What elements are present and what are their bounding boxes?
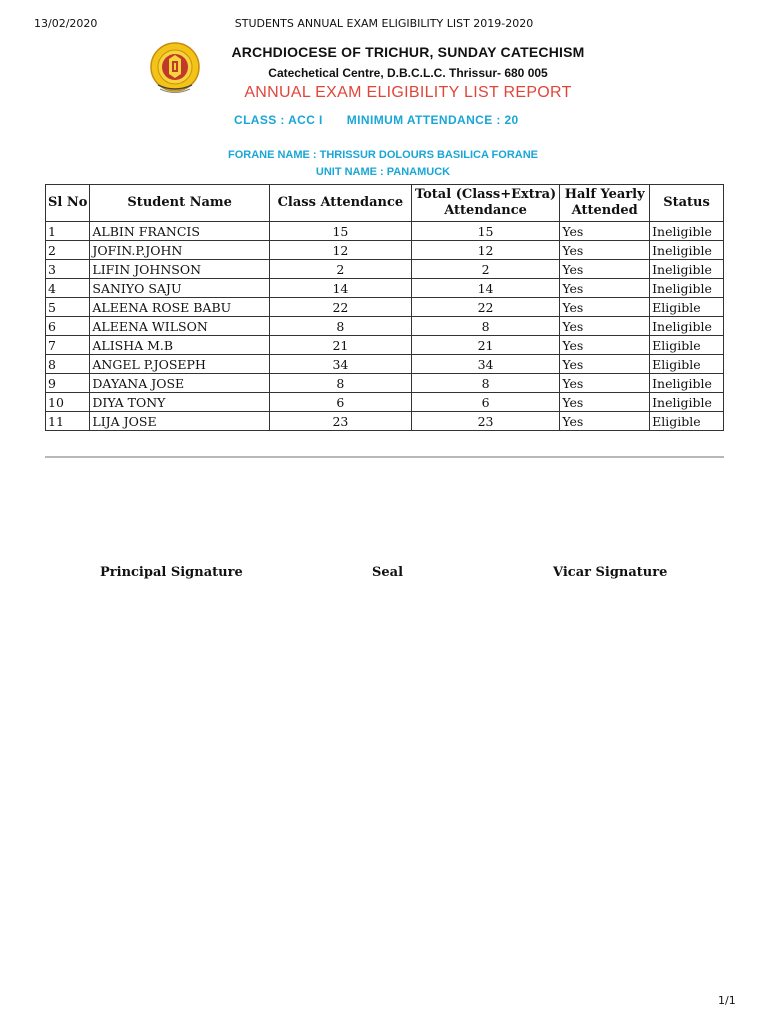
cell-status: Ineligible (650, 279, 724, 298)
cell-total-attendance: 12 (411, 241, 559, 260)
cell-total-attendance: 34 (411, 355, 559, 374)
table-row (46, 260, 724, 279)
cell-sl-no: 5 (46, 298, 90, 317)
cell-status: Eligible (650, 336, 724, 355)
cell-student-name: JOFIN.P.JOHN (90, 241, 270, 260)
cell-half-yearly: Yes (560, 336, 650, 355)
cell-half-yearly: Yes (560, 279, 650, 298)
cell-total-attendance: 2 (411, 260, 559, 279)
cell-sl-no: 6 (46, 317, 90, 336)
header-student-name: Student Name (90, 185, 270, 222)
print-header-title: STUDENTS ANNUAL EXAM ELIGIBILITY LIST 2019-2020 (234, 17, 534, 30)
cell-status: Eligible (650, 298, 724, 317)
eligibility-table (45, 184, 724, 431)
forane-name: FORANE NAME : THRISSUR DOLOURS BASILICA FORANE (227, 149, 539, 161)
report-title: ANNUAL EXAM ELIGIBILITY LIST REPORT (244, 84, 572, 101)
cell-status: Ineligible (650, 374, 724, 393)
class-name: CLASS : ACC I (234, 113, 323, 127)
table-row (46, 317, 724, 336)
cell-status: Ineligible (650, 222, 724, 241)
cell-student-name: DAYANA JOSE (90, 374, 270, 393)
cell-class-attendance: 2 (269, 260, 411, 279)
header-class-attendance: Class Attendance (269, 185, 411, 222)
organization-name: ARCHDIOCESE OF TRICHUR, SUNDAY CATECHISM (231, 44, 585, 60)
cell-half-yearly: Yes (560, 355, 650, 374)
header-total-attendance: Total (Class+Extra) Attendance (411, 185, 559, 222)
seal-label: Seal (372, 565, 404, 580)
header-sl-no: Sl No (46, 185, 90, 222)
cell-status: Eligible (650, 355, 724, 374)
header-half-yearly: Half Yearly Attended (560, 185, 650, 222)
cell-status: Eligible (650, 412, 724, 431)
cell-class-attendance: 23 (269, 412, 411, 431)
cell-class-attendance: 22 (269, 298, 411, 317)
cell-half-yearly: Yes (560, 222, 650, 241)
cell-sl-no: 8 (46, 355, 90, 374)
table-row (46, 336, 724, 355)
vicar-signature-label: Vicar Signature (553, 565, 668, 580)
cell-sl-no: 7 (46, 336, 90, 355)
cell-class-attendance: 8 (269, 374, 411, 393)
class-info (234, 113, 519, 127)
cell-class-attendance: 21 (269, 336, 411, 355)
cell-class-attendance: 15 (269, 222, 411, 241)
cell-half-yearly: Yes (560, 298, 650, 317)
table-row (46, 279, 724, 298)
cell-student-name: ALBIN FRANCIS (90, 222, 270, 241)
cell-status: Ineligible (650, 260, 724, 279)
cell-class-attendance: 6 (269, 393, 411, 412)
cell-total-attendance: 8 (411, 374, 559, 393)
cell-student-name: ALEENA ROSE BABU (90, 298, 270, 317)
cell-student-name: DIYA TONY (90, 393, 270, 412)
principal-signature-label: Principal Signature (100, 565, 243, 580)
cell-sl-no: 1 (46, 222, 90, 241)
cell-total-attendance: 8 (411, 317, 559, 336)
cell-total-attendance: 14 (411, 279, 559, 298)
table-row (46, 412, 724, 431)
cell-class-attendance: 14 (269, 279, 411, 298)
cell-sl-no: 10 (46, 393, 90, 412)
cell-class-attendance: 34 (269, 355, 411, 374)
cell-half-yearly: Yes (560, 374, 650, 393)
organization-address: Catechetical Centre, D.B.C.L.C. Thrissur- 680 005 (268, 66, 548, 80)
cell-total-attendance: 22 (411, 298, 559, 317)
page-number: 1/1 (718, 994, 736, 1007)
cell-student-name: ALISHA M.B (90, 336, 270, 355)
cell-total-attendance: 6 (411, 393, 559, 412)
cell-student-name: LIFIN JOHNSON (90, 260, 270, 279)
table-row (46, 374, 724, 393)
table-row (46, 355, 724, 374)
cell-total-attendance: 21 (411, 336, 559, 355)
cell-half-yearly: Yes (560, 393, 650, 412)
cell-sl-no: 3 (46, 260, 90, 279)
cell-status: Ineligible (650, 241, 724, 260)
cell-half-yearly: Yes (560, 317, 650, 336)
unit-name: UNIT NAME : PANAMUCK (315, 166, 451, 178)
minimum-attendance: MINIMUM ATTENDANCE : 20 (346, 113, 519, 127)
cell-status: Ineligible (650, 393, 724, 412)
table-header-row (46, 185, 724, 222)
table-row (46, 393, 724, 412)
table-row (46, 222, 724, 241)
cell-half-yearly: Yes (560, 260, 650, 279)
cell-student-name: LIJA JOSE (90, 412, 270, 431)
cell-half-yearly: Yes (560, 412, 650, 431)
cell-sl-no: 2 (46, 241, 90, 260)
cell-half-yearly: Yes (560, 241, 650, 260)
cell-sl-no: 4 (46, 279, 90, 298)
table-row (46, 241, 724, 260)
cell-sl-no: 11 (46, 412, 90, 431)
cell-class-attendance: 12 (269, 241, 411, 260)
cell-total-attendance: 23 (411, 412, 559, 431)
table-row (46, 298, 724, 317)
cell-status: Ineligible (650, 317, 724, 336)
cell-sl-no: 9 (46, 374, 90, 393)
section-divider (45, 456, 724, 458)
cell-student-name: ALEENA WILSON (90, 317, 270, 336)
cell-class-attendance: 8 (269, 317, 411, 336)
cell-student-name: ANGEL P.JOSEPH (90, 355, 270, 374)
cell-total-attendance: 15 (411, 222, 559, 241)
print-date: 13/02/2020 (34, 17, 98, 30)
header-status: Status (650, 185, 724, 222)
cell-student-name: SANIYO SAJU (90, 279, 270, 298)
